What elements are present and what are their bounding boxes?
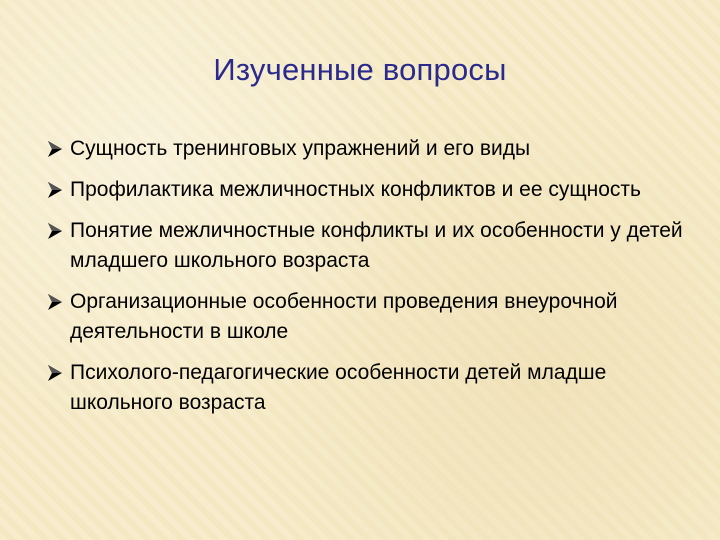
slide-title: Изученные вопросы [213, 52, 507, 87]
list-item-text: Понятие межличностные конфликты и их особенности у детей младшего школьного возраста [70, 219, 683, 272]
list-item [46, 175, 686, 205]
list-item-text: Организационные особенности проведения внеурочной деятельности в школе [70, 290, 618, 343]
list-item [46, 358, 686, 418]
arrowhead-bullet-icon [46, 293, 64, 311]
arrowhead-bullet-icon [46, 364, 64, 382]
list-item-text: Психолого-педагогические особенности детей младше школьного возраста [70, 361, 607, 414]
arrowhead-bullet-icon [46, 140, 64, 158]
bullet-list [46, 134, 686, 429]
arrowhead-bullet-icon [46, 181, 64, 199]
list-item-text: Сущность тренинговых упражнений и его виды [70, 137, 531, 160]
list-item [46, 134, 686, 164]
list-item-text: Профилактика межличностных конфликтов и ее сущность [70, 178, 641, 201]
arrowhead-bullet-icon [46, 222, 64, 240]
list-item [46, 216, 686, 276]
list-item [46, 287, 686, 347]
